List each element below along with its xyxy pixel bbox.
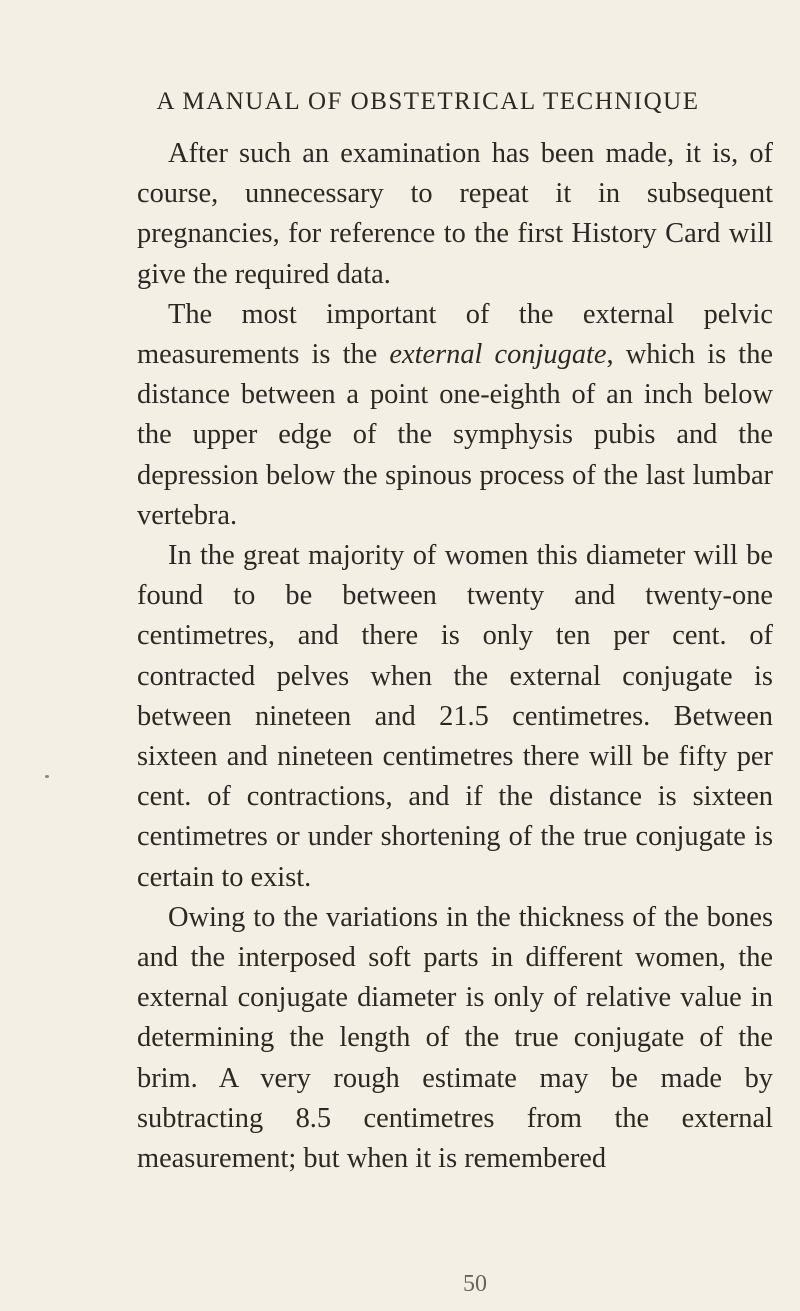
- paragraph-external-conjugate: [137, 295, 773, 536]
- paragraph-diameter-statistics: In the great majority of women this diameter will be found to be between twenty and twenty-one centimetres, and there is only ten per cent. of contracted pelves when the external conjugate is between nineteen and 21.5 centimetres. Between sixteen and nineteen centimetres there will be fifty per cent. of contractions, and if the distance is sixteen centimetres or under shortening of the true conjugate is certain to exist.: [137, 540, 773, 893]
- running-head: A MANUAL OF OBSTETRICAL TECHNIQUE: [156, 88, 700, 115]
- paragraph-text: The most important of the external pelvic measurements is the: [137, 298, 773, 371]
- body-text: [137, 134, 773, 1179]
- paper-speck: [45, 775, 49, 778]
- paragraph-text: , which is the distance between a point one-eighth of an inch below the upper edge of the symphysis pubis and the depression below the spinous process of the last lumbar vertebra.: [137, 339, 773, 531]
- page-number: 50: [463, 1271, 487, 1297]
- emphasized-term: external conjugate: [389, 339, 607, 371]
- paragraph-examination: After such an examination has been made, it is, of course, unnecessary to repeat it in subsequent pregnancies, for reference to the first History Card will give the required data.: [137, 138, 773, 290]
- paragraph-variations: Owing to the variations in the thickness of the bones and the interposed soft parts in different women, the external conjugate diameter is only of relative value in determining the length of the true conjugate of the brim. A very rough estimate may be made by subtracting 8.5 centimetres from the external measurement; but when it is remembered: [137, 901, 773, 1175]
